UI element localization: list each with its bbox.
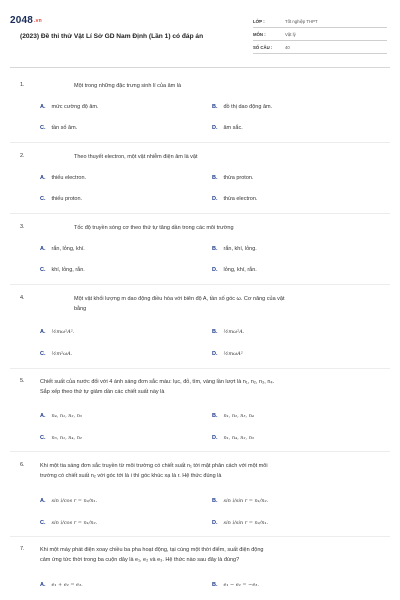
site-logo[interactable]	[10, 15, 42, 26]
question-separator	[10, 536, 390, 537]
header-divider	[10, 67, 390, 68]
question-number: 1.	[20, 82, 25, 88]
meta-value: 40	[285, 44, 290, 50]
option-a[interactable]: A. mức cường độ âm.	[40, 104, 99, 110]
question-text-line2: cảm ứng tức thời trong ba cuộn dây là e₁, e₂ và e₃. Hệ thức nào sau đây là đúng?	[40, 557, 240, 563]
option-b[interactable]: B. e₁ − e₂ = −e₃.	[212, 582, 259, 588]
option-d[interactable]: D. n₁, n₄, n₂, n₃	[212, 435, 254, 441]
question-text: Tốc độ truyền sóng cơ theo thứ tự tăng dần trong các môi trường	[74, 225, 234, 231]
question-text-line2: trường có chiết suất n₂ với góc tới là i thì góc khúc xạ là r. Hệ thức đúng là	[40, 473, 222, 479]
logo-text: 2048	[10, 15, 34, 26]
option-a[interactable]: A. e₁ + e₂ = e₃.	[40, 582, 83, 588]
meta-row-class	[253, 15, 387, 28]
option-d[interactable]: D. thừa electron.	[212, 196, 258, 202]
option-d[interactable]: D. lỏng, khí, rắn.	[212, 267, 257, 273]
question-text-line1: Khi một tia sáng đơn sắc truyền từ môi trường có chiết suất n₁ tới mặt phân cách với một môi	[40, 463, 268, 469]
question-text: Theo thuyết electron, một vật nhiễm điện âm là vật	[74, 154, 198, 160]
question-text-line1: Khi một máy phát điện xoay chiều ba pha hoạt động, tại cùng một thời điểm, suất điện động	[40, 547, 264, 553]
option-a[interactable]: A. sin i/cos r = n₂/n₁.	[40, 498, 98, 504]
question-number: 3.	[20, 224, 25, 230]
option-b[interactable]: B. ½mω²A.	[212, 329, 245, 335]
meta-row-count	[253, 41, 387, 54]
question-separator	[10, 213, 390, 214]
option-c[interactable]: C. ½m²ωA.	[40, 351, 73, 357]
question-number: 4.	[20, 295, 25, 301]
option-d[interactable]: D. âm sắc.	[212, 125, 243, 131]
question-separator	[10, 142, 390, 143]
option-b[interactable]: B. đồ thị dao động âm.	[212, 104, 273, 110]
meta-row-subject	[253, 28, 387, 41]
question-separator	[10, 368, 390, 369]
option-a[interactable]: A. thiếu electron.	[40, 175, 87, 181]
option-c[interactable]: C. tần số âm.	[40, 125, 78, 131]
option-c[interactable]: C. thiếu proton.	[40, 196, 83, 202]
option-b[interactable]: B. sin i/sin r = n₁/n₂.	[212, 498, 269, 504]
option-b[interactable]: B. rắn, khí, lỏng.	[212, 246, 257, 252]
option-c[interactable]: C. khí, lỏng, rắn.	[40, 267, 85, 273]
meta-key: MÔN :	[253, 31, 266, 37]
question-number: 6.	[20, 462, 25, 468]
logo-suffix: .vn	[34, 18, 42, 24]
exam-meta-table	[253, 15, 387, 54]
question-number: 7.	[20, 546, 25, 552]
question-number: 2.	[20, 153, 25, 159]
option-c[interactable]: C. sin i/cos r = n₁/n₂.	[40, 520, 98, 526]
meta-key: SỐ CÂU :	[253, 44, 273, 50]
meta-value: Vật lý	[285, 31, 296, 37]
option-d[interactable]: D. ½mωA²	[212, 351, 243, 357]
option-a[interactable]: A. ½mω²A².	[40, 329, 75, 335]
meta-value: Tốt nghiệp THPT	[285, 18, 318, 24]
question-text-line1: Chiết suất của nước đối với 4 ánh sáng đơn sắc màu: lục, đỏ, tím, vàng lần lượt là n₁, n₂, n₃, n₄.	[40, 379, 275, 385]
question-text: Một trong những đặc trưng sinh lí của âm là	[74, 83, 182, 89]
option-b[interactable]: B. n₁, n₂, n₃, n₄	[212, 413, 254, 419]
question-text-line2: Sắp xếp theo thứ tự giảm dần các chiết suất này là	[40, 389, 165, 395]
meta-key: LỚP :	[253, 18, 265, 24]
option-b[interactable]: B. thừa proton.	[212, 175, 254, 181]
option-d[interactable]: D. sin i/sin r = n₂/n₁.	[212, 520, 269, 526]
option-a[interactable]: A. n₄, n₁, n₂, n₃	[40, 413, 82, 419]
option-c[interactable]: C. n₃, n₁, n₄, n₂	[40, 435, 82, 441]
question-separator	[10, 451, 390, 452]
exam-title: (2023) Đề thi thử Vật Lí Sở GD Nam Định (Lần 1) có đáp án	[20, 33, 204, 40]
question-number: 5.	[20, 378, 25, 384]
question-text-line1: Một vật khối lượng m dao động điều hòa với biên độ A, tần số góc ω. Cơ năng của vật	[74, 296, 285, 302]
option-a[interactable]: A. rắn, lỏng, khí.	[40, 246, 85, 252]
question-text-line2: bằng	[74, 306, 87, 312]
question-separator	[10, 284, 390, 285]
